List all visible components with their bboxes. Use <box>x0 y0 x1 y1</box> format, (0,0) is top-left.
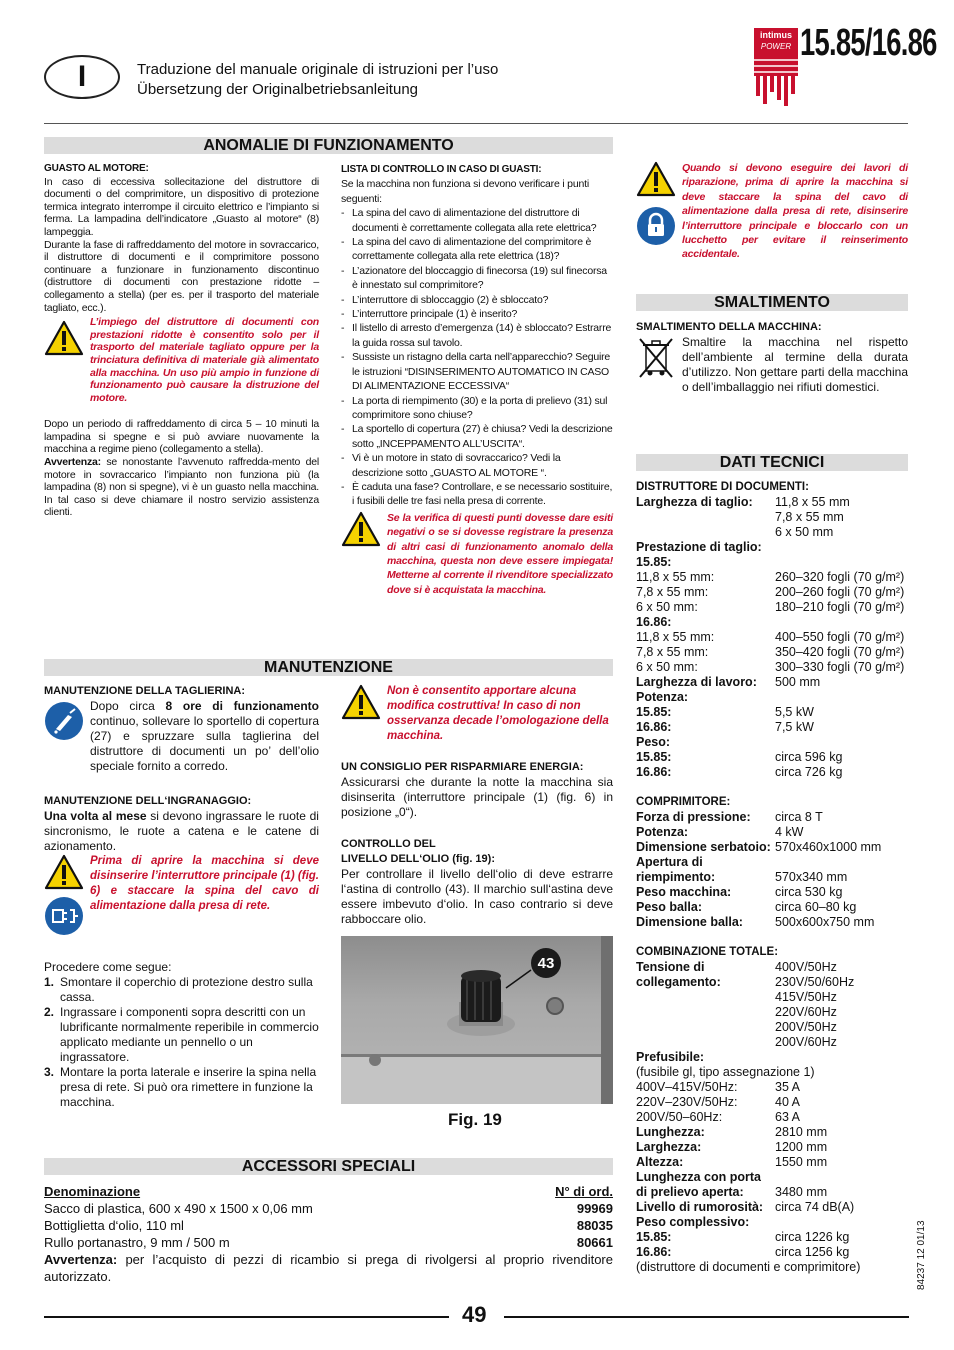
cutter-text-a: Dopo circa <box>90 699 166 713</box>
spec-row <box>636 540 908 555</box>
spec-key: Lunghezza con porta <box>636 1170 761 1184</box>
brand-stripes-icon <box>754 54 798 106</box>
gear-maintenance-title: MANUTENZIONE DELL‘INGRANAGGIO: <box>44 795 252 807</box>
spec-key: DISTRUTTORE DI DOCUMENTI: <box>636 481 809 493</box>
spec-value: 7,8 x 55 mm <box>775 510 844 524</box>
waste-bin-crossed-icon <box>636 335 676 379</box>
warning-icon <box>44 854 84 890</box>
motor-fault-title: GUASTO AL MOTORE: <box>44 163 149 174</box>
spec-key: Potenza: <box>636 825 689 839</box>
motor-warning-text: L’impiego del distruttore di documenti con prestazioni ridotte è consentito solo per il trasporto del materiale tagliato oppure per la trinciatura definitiva di materiale già alimentato alla macchina. Un uso più ampio in funzione di funzionamento può causare la distruzione del motore. <box>90 316 319 404</box>
spec-value: 3480 mm <box>775 1185 828 1199</box>
brand-logo <box>754 28 798 54</box>
spec-row <box>636 855 908 870</box>
checklist-block <box>341 163 613 597</box>
spec-key: Prefusibile: <box>636 1050 705 1064</box>
spec-key: 11,8 x 55 mm: <box>636 570 715 584</box>
checklist-item: - L’interruttore principale (1) è inserito? <box>341 307 613 321</box>
spec-row <box>636 600 908 615</box>
spec-value: 200–260 fogli (70 g/m²) <box>775 585 905 599</box>
spec-row <box>636 990 908 1005</box>
spec-value: circa 596 kg <box>775 750 843 764</box>
spec-row <box>636 570 908 585</box>
model-number: 15.85/16.86 <box>800 22 937 64</box>
spec-key: 16.86: <box>636 765 672 779</box>
spec-key: Peso complessivo: <box>636 1215 750 1229</box>
spec-key: 16.86: <box>636 615 672 629</box>
spec-key: Larghezza di taglio: <box>636 495 753 509</box>
spec-value: 11,8 x 55 mm <box>775 495 850 509</box>
header-line-1: Traduzione del manuale originale di istruzioni per l’uso <box>137 61 499 78</box>
spec-key: 15.85: <box>636 555 672 569</box>
footer-rule-right <box>504 1316 909 1318</box>
spec-key: 6 x 50 mm: <box>636 600 698 614</box>
spec-row <box>636 1050 908 1065</box>
padlock-icon <box>636 206 676 246</box>
motor-fault-p2: Durante la fase di raffreddamento del motore in sovraccarico, il distruttore di documenti e il comprimitore possono continuare a funzionare in funzionamento discontinuo (distruttore di documenti con prestazione ridotte – collegamento a stella) (per es. per il trasporto del materiale tagliato, ecc.). <box>44 238 319 314</box>
checklist-item: - L’azionatore del bloccaggio di finecorsa (19) sul finecorsa è innestato sul comprimitore? <box>341 264 613 293</box>
checklist-list <box>341 206 613 509</box>
header-rule <box>44 123 908 124</box>
spec-row <box>636 765 908 780</box>
spec-row <box>636 525 908 540</box>
spec-row <box>636 750 908 765</box>
spec-key: riempimento: <box>636 870 716 884</box>
spec-value: 35 A <box>775 1080 801 1094</box>
section-smaltimento: SMALTIMENTO <box>636 294 908 311</box>
oil-check-title-2: LIVELLO DELL‘OLIO (fig. 19): <box>341 853 495 865</box>
checklist-warning <box>341 511 613 597</box>
spec-key <box>636 510 775 525</box>
checklist-item: - La spina del cavo di alimentazione del distruttore di documenti è correttamente collegata alla rete elettrica? <box>341 206 613 235</box>
spec-key: 11,8 x 55 mm: <box>636 630 715 644</box>
spec-key: 220V–230V/50Hz: <box>636 1095 738 1109</box>
spec-row <box>636 480 908 495</box>
spec-row <box>636 780 908 795</box>
cutter-text-c: continuo, sollevare lo sportello di copertura (27) e spruzzare sulla taglierina del distruttore di documenti un po’ dell’olio speciale fornito a corredo. <box>90 714 319 773</box>
spec-row <box>636 705 908 720</box>
col-code-header: N° di ord. <box>555 1184 613 1199</box>
spec-key: 6 x 50 mm: <box>636 660 698 674</box>
spec-value: 6 x 50 mm <box>775 525 834 539</box>
spec-value: 40 A <box>775 1095 801 1109</box>
section-anomalie: ANOMALIE DI FUNZIONAMENTO <box>44 137 613 154</box>
modification-warning-text: Non è consentito apportare alcuna modifica costruttiva! In caso di non osservanza decade l’omologazione della macchina. <box>387 685 609 742</box>
spec-row <box>636 930 908 945</box>
document-code: 84237 12 01/13 <box>916 1220 927 1290</box>
spec-row <box>636 495 908 510</box>
spec-value: circa 74 dB(A) <box>775 1200 855 1214</box>
spec-key: 7,8 x 55 mm: <box>636 585 709 599</box>
procedure-step: 1. Smontare il coperchio di protezione destro sulla cassa. <box>44 975 313 1004</box>
spec-value: 220V/60Hz <box>775 1005 837 1019</box>
motor-warning <box>44 316 319 404</box>
procedure-intro: Procedere come segue: <box>44 960 172 974</box>
disposal-title: SMALTIMENTO DELLA MACCHINA: <box>636 321 822 333</box>
maintenance-col-left <box>44 684 319 1110</box>
spec-row <box>636 1140 908 1155</box>
spec-key: Peso balla: <box>636 900 702 914</box>
warning-icon <box>341 684 381 720</box>
spec-value: circa 726 kg <box>775 765 843 779</box>
spec-key: Lunghezza: <box>636 1125 705 1139</box>
cutter-text-b: 8 ore di funzionamento <box>165 699 319 713</box>
oil-can-icon <box>44 701 84 741</box>
spec-row <box>636 1095 908 1110</box>
footer-rule-left <box>44 1316 449 1318</box>
machine-photo-illustration <box>341 936 613 1104</box>
language-badge: I <box>44 55 120 99</box>
spec-row <box>636 1170 908 1185</box>
energy-tip-text: Assicurarsi che durante la notte la macchina sia disinserita (interruttore principale (1) (fig. 6) in posizione „0“). <box>341 775 613 819</box>
brand-sub: POWER <box>760 42 792 51</box>
cutter-maintenance-title: MANUTENZIONE DELLA TAGLIERINA: <box>44 685 246 697</box>
modification-warning <box>341 684 613 744</box>
spec-row <box>636 840 908 855</box>
spec-key: Livello di rumorosità: <box>636 1200 764 1214</box>
spec-row <box>636 1230 908 1245</box>
spec-row <box>636 615 908 630</box>
spec-row <box>636 825 908 840</box>
spec-key: Peso macchina: <box>636 885 732 899</box>
spec-key: (fusibile gl, tipo assegnazione 1) <box>636 1065 815 1079</box>
spec-row <box>636 945 908 960</box>
spec-row <box>636 1020 908 1035</box>
spec-row <box>636 645 908 660</box>
motor-fault-p4 <box>44 456 319 519</box>
spec-key <box>636 1035 775 1050</box>
spec-value: 300–330 fogli (70 g/m²) <box>775 660 905 674</box>
checklist-item: - La porta di riempimento (30) e la porta di prelievo (31) sul comprimitore sono chiuse? <box>341 394 613 423</box>
spec-value: 400–550 fogli (70 g/m²) <box>775 630 905 644</box>
spec-row <box>636 720 908 735</box>
maintenance-col-right <box>341 684 613 927</box>
spec-row <box>636 630 908 645</box>
spec-key: 16.86: <box>636 1245 672 1259</box>
motor-note-label: Avvertenza: <box>44 456 101 469</box>
spec-row <box>636 585 908 600</box>
spec-value: 5,5 kW <box>775 705 814 719</box>
spec-row <box>636 1185 908 1200</box>
checklist-warning-text: Se la verifica di questi punti dovesse dare esiti negativi o se si dovesse registrare la presenza di altri casi di funzionamento anomalo della macchina, questa non deve essere impiegata! Metterne al corrente il rivenditore specializzato dove si è acquistata la macchina. <box>387 511 613 596</box>
technical-data <box>636 480 908 1275</box>
spec-key <box>636 525 775 540</box>
motor-fault-block <box>44 163 319 519</box>
spec-value: 230V/50/60Hz <box>775 975 855 989</box>
spec-value: circa 1256 kg <box>775 1245 850 1259</box>
checklist-item: - L’interruttore di sbloccaggio (2) è sbloccato? <box>341 293 613 307</box>
unplug-icon <box>44 896 84 936</box>
checklist-item: - La sportello di copertura (27) è chiusa? Vedi la descrizione sotto „INCEPPAMENTO ALL’USCITA“. <box>341 422 613 451</box>
gear-text-a: Una volta al mese <box>44 809 147 823</box>
spec-row <box>636 975 908 990</box>
spec-row <box>636 675 908 690</box>
spec-key <box>636 990 775 1005</box>
motor-fault-p1: In caso di eccessiva sollecitazione del distruttore di documenti o del comprimitore, un dispositivo di protezione termica integrato interrompe il circuito elettrico e l’impianto si ferma. La lampadina dell’indicatore „Guasto al motore“ (8) lampeggia. <box>44 175 319 238</box>
energy-tip-title: UN CONSIGLIO PER RISPARMIARE ENERGIA: <box>341 761 584 773</box>
spec-value: 500x600x750 mm <box>775 915 875 929</box>
spec-value: circa 60–80 kg <box>775 900 857 914</box>
spec-row <box>636 1110 908 1125</box>
procedure-step: 3. Montare la porta laterale e inserire la spina nella presa di rete. Si può ora rimettere in funzione la macchina. <box>44 1065 317 1109</box>
spec-row <box>636 810 908 825</box>
spec-row <box>636 690 908 705</box>
accessories-header <box>44 1183 613 1200</box>
maintenance-warning <box>44 854 319 940</box>
motor-note-text: se nonostante l’avvenuto raffredda-mento del motore in sovraccarico l’impianto non funziona più (la lampadina (8) non si spegne), vi è un guasto nella macchina. In tal caso si deve chiamare il nostro servizio assistenza clienti. <box>44 456 319 519</box>
spec-value: 200V/60Hz <box>775 1035 837 1049</box>
spec-row <box>636 1065 908 1080</box>
spec-row <box>636 795 908 810</box>
spec-value: 4 kW <box>775 825 804 839</box>
spec-value: 350–420 fogli (70 g/m²) <box>775 645 905 659</box>
spec-key: Larghezza di lavoro: <box>636 675 757 689</box>
spec-key: Tensione di <box>636 960 705 974</box>
page-number: 49 <box>462 1302 487 1327</box>
procedure-step: 2. Ingrassare i componenti sopra descritti con un lubrificante normalmente reperibile in commercio applicato mediante un pennello o un ingrassatore. <box>44 1005 319 1064</box>
checklist-intro: Se la macchina non funziona si devono verificare i punti seguenti: <box>341 178 589 205</box>
spec-row <box>636 1200 908 1215</box>
spec-value: 1550 mm <box>775 1155 828 1169</box>
disposal-block <box>636 320 908 395</box>
spec-value: 1200 mm <box>775 1140 828 1154</box>
spec-row <box>636 1215 908 1230</box>
spec-key: Peso: <box>636 735 671 749</box>
checklist-title: LISTA DI CONTROLLO IN CASO DI GUASTI: <box>341 164 542 175</box>
spec-value: circa 8 T <box>775 810 823 824</box>
spec-key: COMPRIMITORE: <box>636 796 731 808</box>
accessory-row: Sacco di plastica, 600 x 490 x 1500 x 0,06 mm 99969 <box>44 1201 613 1216</box>
spec-key: 15.85: <box>636 705 672 719</box>
spec-key: Potenza: <box>636 690 689 704</box>
figure-caption: Fig. 19 <box>448 1110 502 1129</box>
col-name-header: Denominazione <box>44 1184 141 1199</box>
spec-value: 180–210 fogli (70 g/m²) <box>775 600 905 614</box>
spec-key: Forza di pressione: <box>636 810 751 824</box>
spec-value: 260–320 fogli (70 g/m²) <box>775 570 905 584</box>
motor-fault-p3: Dopo un periodo di raffreddamento di circa 5 – 10 minuti la lampadina si spegne e si può avviare nuovamente la macchina a regime pieno (collegamento a stella). <box>44 418 319 456</box>
spec-key: di prelievo aperta: <box>636 1185 744 1199</box>
spec-row <box>636 885 908 900</box>
accessory-row: Bottiglietta d‘olio, 110 ml 88035 <box>44 1218 613 1233</box>
spec-row <box>636 1005 908 1020</box>
checklist-item: - Il listello di arresto d’emergenza (14) è sbloccato? Estrarre la guida rossa sul tavolo. <box>341 321 613 350</box>
spec-value: 63 A <box>775 1110 801 1124</box>
warning-icon <box>44 320 84 356</box>
spec-value: 7,5 kW <box>775 720 814 734</box>
spec-row <box>636 870 908 885</box>
repair-warning-text: Quando si devono eseguire dei lavori di riparazione, prima di aprire la macchina si deve staccare la spina del cavo di alimentazione dalla presa di rete, disinserire l’interruttore principale e bloccarlo con un lucchetto per evitare il reinserimento accidentale. <box>682 162 908 261</box>
warning-icon <box>636 161 676 197</box>
spec-row <box>636 1245 908 1260</box>
spec-value: 2810 mm <box>775 1125 828 1139</box>
section-dati-tecnici: DATI TECNICI <box>636 454 908 471</box>
spec-value: 400V/50Hz <box>775 960 837 974</box>
spec-row <box>636 1125 908 1140</box>
spec-row <box>636 960 908 975</box>
section-manutenzione: MANUTENZIONE <box>44 659 613 676</box>
spec-key: 7,8 x 55 mm: <box>636 645 709 659</box>
spec-key: collegamento: <box>636 975 721 989</box>
spec-value: 200V/50Hz <box>775 1020 837 1034</box>
spec-value: circa 1226 kg <box>775 1230 850 1244</box>
spec-value: 570x340 mm <box>775 870 848 884</box>
spec-row <box>636 1155 908 1170</box>
spec-key: Prestazione di taglio: <box>636 540 762 554</box>
section-accessori: ACCESSORI SPECIALI <box>44 1158 613 1175</box>
spec-row <box>636 915 908 930</box>
spec-value: circa 530 kg <box>775 885 843 899</box>
spec-key: 15.85: <box>636 1230 672 1244</box>
spec-value: 570x460x1000 mm <box>775 840 882 854</box>
spec-key: Dimensione balla: <box>636 915 743 929</box>
accessories-note: Avvertenza: per l’acquisto di pezzi di ricambio si prega di rivolgersi al proprio rivenditore autorizzato. <box>44 1252 613 1284</box>
disposal-text: Smaltire la macchina nel rispetto dell’ambiente al termine della durata d’utilizzo. Non gettare parti della macchina o dell’imballaggio nei rifiuti domestici. <box>682 335 908 394</box>
gear-text-b: si devono ingrassare le ruote di sincronismo, le ruote a catena e le catene di azionamento. <box>44 809 319 853</box>
checklist-item: - Vi è un motore in stato di sovraccarico? Vedi la descrizione sotto „GUASTO AL MOTORE “. <box>341 451 613 480</box>
spec-key <box>636 1005 775 1020</box>
spec-key: 200V/50–60Hz: <box>636 1110 723 1124</box>
oil-dipstick-photo <box>341 936 613 1104</box>
spec-key: Altezza: <box>636 1155 684 1169</box>
spec-key: COMBINAZIONE TOTALE: <box>636 946 779 958</box>
oil-check-text: Per controllare il livello dell‘olio di deve estrarre l‘astina di controllo (43). Il marchio sull‘astina deve essere imbevuto d‘olio. In caso contrario si deve rabboccare olio. <box>341 867 613 926</box>
callout-43: 43 <box>531 948 561 978</box>
spec-row <box>636 1035 908 1050</box>
spec-row <box>636 735 908 750</box>
accessories-table <box>44 1183 613 1285</box>
spec-key: (distruttore di documenti e comprimitore) <box>636 1260 861 1274</box>
repair-warning <box>636 161 908 262</box>
spec-row <box>636 1080 908 1095</box>
spec-key: 16.86: <box>636 720 672 734</box>
maintenance-warning-text: Prima di aprire la macchina si deve disinserire l’interruttore principale (1) (fig. 6) e staccare la spina del cavo di alimentazione dalla presa di rete. <box>90 855 319 912</box>
checklist-item: - La spina del cavo di alimentazione del comprimitore è correttamente collegata alla rete elettrica (18)? <box>341 235 613 264</box>
spec-value: 500 mm <box>775 675 821 689</box>
accessory-row: Rullo portanastro, 9 mm / 500 m 80661 <box>44 1235 613 1250</box>
spec-row <box>636 510 908 525</box>
spec-key <box>636 1020 775 1035</box>
spec-key: 15.85: <box>636 750 672 764</box>
header-line-2: Übersetzung der Originalbetriebsanleitung <box>137 81 419 98</box>
spec-key: Dimensione serbatoio: <box>636 840 771 854</box>
procedure-steps <box>44 975 319 1110</box>
checklist-item: - Sussiste un ristagno della carta nell’apparecchio? Seguire le istruzioni “DISINSERIMENTO AUTOMATICO IN CASO DI ALIMENTAZIONE ECCESSIVA“ <box>341 350 613 393</box>
spec-row <box>636 660 908 675</box>
oil-check-title-1: CONTROLLO DEL <box>341 838 436 850</box>
header-title <box>137 60 498 100</box>
spec-row <box>636 900 908 915</box>
spec-key: 400V–415V/50Hz: <box>636 1080 738 1094</box>
brand-name: intimus <box>759 30 792 40</box>
spec-key: Larghezza: <box>636 1140 702 1154</box>
checklist-item: - È caduta una fase? Controllare, e se necessario sostituire, i fusibili delle tre fasi nella presa di corrente. <box>341 480 613 509</box>
warning-icon <box>341 511 381 547</box>
spec-value: 415V/50Hz <box>775 990 837 1004</box>
spec-row <box>636 1260 908 1275</box>
spec-key: Apertura di <box>636 855 703 869</box>
spec-row <box>636 555 908 570</box>
